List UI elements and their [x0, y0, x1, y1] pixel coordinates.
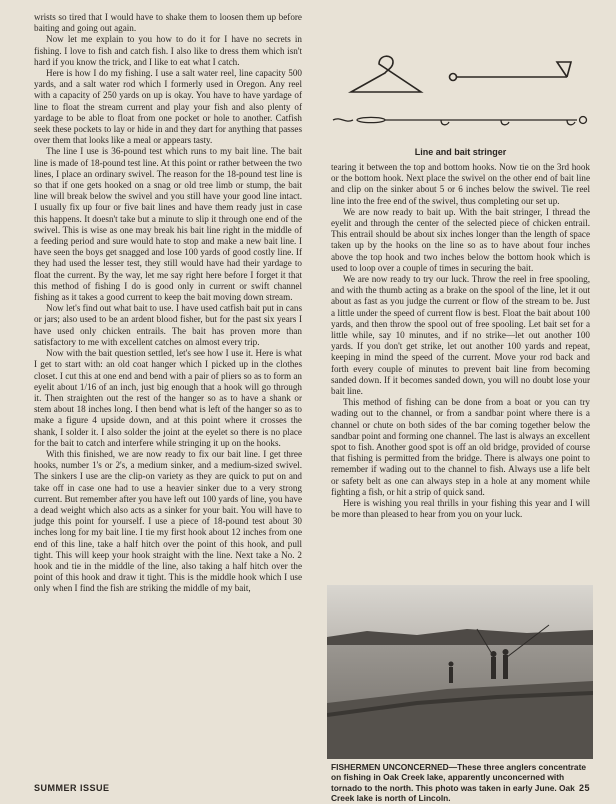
fishermen-photo [327, 585, 593, 759]
article-paragraph: Here is wishing you real thrills in your fishing this year and I will be more than pleased to hear from you on your luck. [331, 498, 590, 520]
issue-label: SUMMER ISSUE [34, 783, 110, 793]
page-number: 25 [578, 783, 590, 793]
bait-stringer-drawing [450, 62, 572, 81]
article-paragraph: Now let me explain to you how to do it for I have no secrets in fishing. I love to fish and catch fish. I also like to dress them which isn't hard if you know the trick, and I like to eat what I catch. [34, 34, 302, 67]
article-paragraph: We are now ready to try our luck. Throw the reel in free spooling, and with the thumb acting as a brake on the spool of the line, let it out about as fast as you judge the current or flow of the stream to be. Just a little under the speed of current flow is best. Float the bait about 100 yards, and then throw the spool out of free spooling. Let bait set for a little while, say 10 minutes, and if no strike—let out another 100 yards. If you don't get strike, let out another 100 yards and repeat, keeping in mind the speed of the current. Move your rod back and forth every couple of minutes to prevent bait line from becoming sanded down. If it becomes sanded down, you will no doubt lose your bait line. [331, 274, 590, 397]
article-paragraph: The line I use is 36-pound test which runs to my bait line. The bait line is made of 18-pound test line. At this point or rather between the two lines, I place an ordinary swivel. The reason for the 18-pound test line is so that if one gets hooked on a snag or old tree limb or stump, the bait line will break below the swivel and you still have your good line intact. I usually fix up four or five bait lines and have them ready just in case this happens. It doesn't take but a minute to slip it through one end of the swivel. This is wise as one may break his bait line right in the middle of a feeding period and sure would hate to stop and make a new bait line. I have seen the boys get snagged and lose 100 yards of good costly line. If they had used the lesser test, they still would have had their yardage to float the current. By the way, let me say right here before I forget it that this method of fishing I do is good only in current or swift channel fishing as it takes a good current to keep the bait moving down stream. [34, 146, 302, 303]
article-paragraph: Here is how I do my fishing. I use a salt water reel, line capacity 500 yards, and a salt water rod which I formerly used in Oregon. Any reel with a capacity of 250 yards on up is okay. You have to have yardage of line to float the stream current and play your fish and also plenty of yardage to be able to float from one pocket or hole to another. Catfish seek these pockets to lay or hide in and they dart for anything that passes over them that looks like a meal or appears tasty. [34, 68, 302, 146]
lake-scene-illustration [327, 585, 593, 759]
stringer-caption: Line and bait stringer [414, 147, 507, 157]
article-paragraph: wrists so tired that I would have to shake them to loosen them up before baiting and going out again. [34, 12, 302, 34]
article-paragraph: We are now ready to bait up. With the bait stringer, I thread the eyelit and through the center of the selected piece of chicken entrail. This entrail should be about six inches longer than the length of space taken up by the hooks on the line so as to have about four inches above the top hook and two inches below the bottom hook which is used to loop over a couple of times in securing the bait. [331, 206, 590, 273]
article-paragraph: tearing it between the top and bottom hooks. Now tie on the 3rd hook or the bottom hook. Next place the swivel on the other end of bait line and clip on the sinker about 5 or 6 inches below the swivel. Tie reel line into the free end of the swivel, thus completing our set up. [331, 162, 590, 206]
article-paragraph: With this finished, we are now ready to fix our bait line. I get three hooks, number 1's or 2's, a medium sinker, and a medium-sized swivel. The sinkers I use are the clip-on variety as they are quick to put on and take off in case one had to use a heavier sinker due to a very strong current. But remember after you have left out 100 yards of line, you have a dead weight which also acts as a sinker for your bait. You will have to judge this point for yourself. I use a piece of 18-pound test about 30 inches long for my bait line. I tie my first hook about 12 inches from one end of this line, take a half hitch over the point of this hook, and pull tight. This will keep your hook straight with the line. Next take a No. 2 hook and tie in the middle of the line, also taking a half hitch over the point of this hook and draw it tight. This is the middle hook which I use only when I find the fish are striking the middle of my bait, [34, 448, 302, 594]
line-and-bait-stringer-illustration [331, 40, 591, 140]
article-paragraph: Now with the bait question settled, let's see how I use it. Here is what I get to start with: an old coat hanger which I picked up in the clothes closet. I cut this at one end and bend with a pair of pliers so as to form an eyelit about 1/16 of an inch, just big enough that a hook will go through it. Then straighten out the rest of the hanger so as to have a shank or stem about 18 inches long. I then bend what is left of the hanger so as to make a figure 4 upside down, and at this point where it crosses the shank, I solder it. I also solder the joint at the eyelet so there is no place for the bait to catch and interfere while stringing it up on the hooks. [34, 348, 302, 448]
photo-caption: FISHERMEN UNCONCERNED—These three anglers concentrate on fishing in Oak Creek lake, apparently unconcerned with tornado to the north. This photo was taken in early June. Oak Creek lake is north of Lincoln. [331, 762, 587, 804]
article-paragraph: This method of fishing can be done from a boat or you can try wading out to the channel, or from a sandbar point where there is a channel or chute on both sides of the bar coming together below the sandbar point and forming one channel. The last is always an excellent spot to fish. Another good spot is off an old bridge, provided of course that fishing is permitted from the bridge. There is always one point to remember if wading out to the channel to fish. Always use a life belt or safety belt as one can always step in a hole at any moment while fighting a fish, or hit a strip of quick sand. [331, 397, 590, 497]
article-right-column [331, 162, 590, 521]
article-paragraph: Now let's find out what bait to use. I have used catfish bait put in cans or jars; also used to be an ardent blood fisher, but for the past six years I have used only chicken entrails. The bait has proven more than satisfactory to me with excellent catches on almost every trip. [34, 303, 302, 347]
article-left-column [34, 12, 302, 595]
bait-line-drawing [333, 117, 587, 125]
coat-hanger-drawing [351, 56, 421, 92]
